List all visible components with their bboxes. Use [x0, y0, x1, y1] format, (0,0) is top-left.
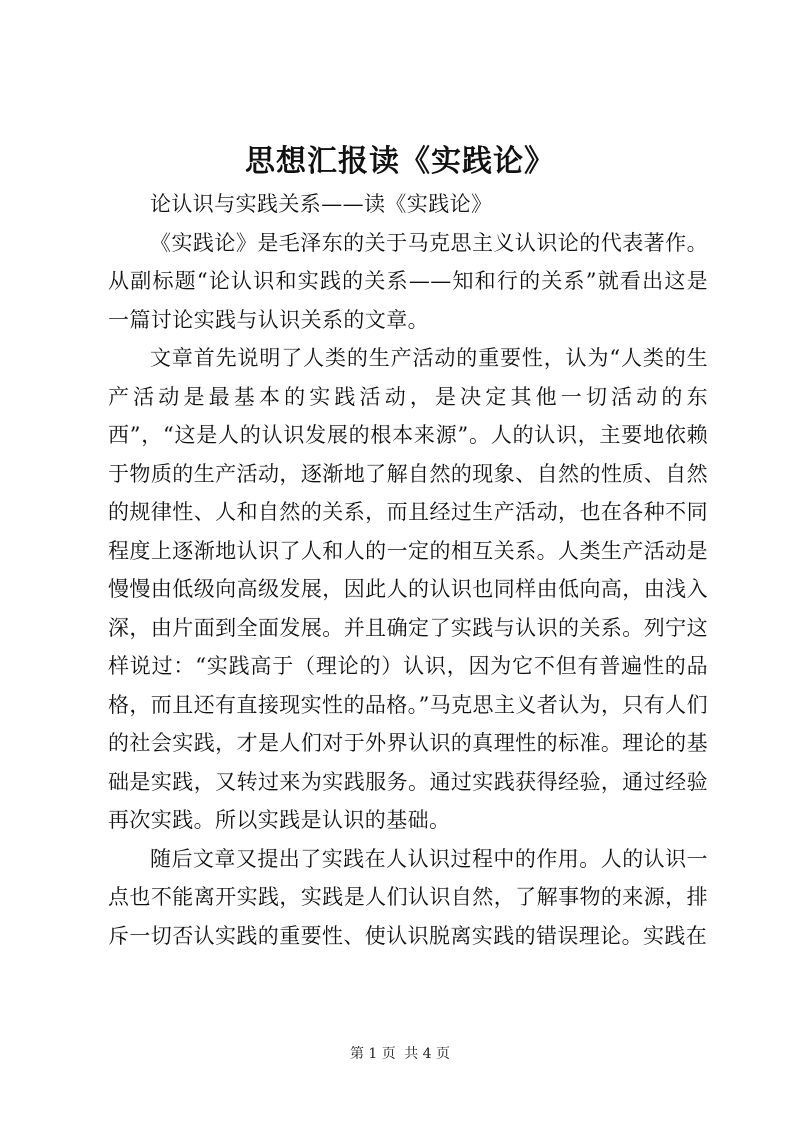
- body-paragraph: 《实践论》是毛泽东的关于马克思主义认识论的代表著作。从副标题“论认识和实践的关系——知和行的关系”就看出这是一篇讨论实践与认识关系的文章。: [108, 230, 708, 332]
- page-total: 共 4 页: [404, 1046, 451, 1062]
- page-footer: [0, 1044, 800, 1064]
- document-body: [108, 185, 708, 955]
- body-paragraph: 文章首先说明了人类的生产活动的重要性，认为“人类的生产活动是最基本的实践活动，是决定其他一切活动的东西”，“这是人的认识发展的根本来源”。人的认识，主要地依赖于物质的生产活动，逐渐地了解自然的现象、自然的性质、自然的规律性、人和自然的关系，而且经过生产活动，也在各种不同程度上逐渐地认识了人和人的一定的相互关系。人类生产活动是慢慢由低级向高级发展，因此人的认识也同样由低向高，由浅入深，由片面到全面发展。并且确定了实践与认识的关系。列宁这样说过：“实践高于（理论的）认识，因为它不但有普遍性的品格，而且还有直接现实性的品格。”马克思主义者认为，只有人们的社会实践，才是人们对于外界认识的真理性的标准。理论的基础是实践，又转过来为实践服务。通过实践获得经验，通过经验再次实践。所以实践是认识的基础。: [108, 346, 708, 832]
- document-title: 思想汇报读《实践论》: [245, 144, 555, 179]
- subtitle-paragraph: 论认识与实践关系——读《实践论》: [150, 192, 493, 216]
- body-paragraph: 随后文章又提出了实践在人认识过程中的作用。人的认识一点也不能离开实践，实践是人们认识自然，了解事物的来源，排斥一切否认实践的重要性、使认识脱离实践的错误理论。实践在: [108, 846, 708, 948]
- page-number: 第 1 页: [349, 1046, 396, 1062]
